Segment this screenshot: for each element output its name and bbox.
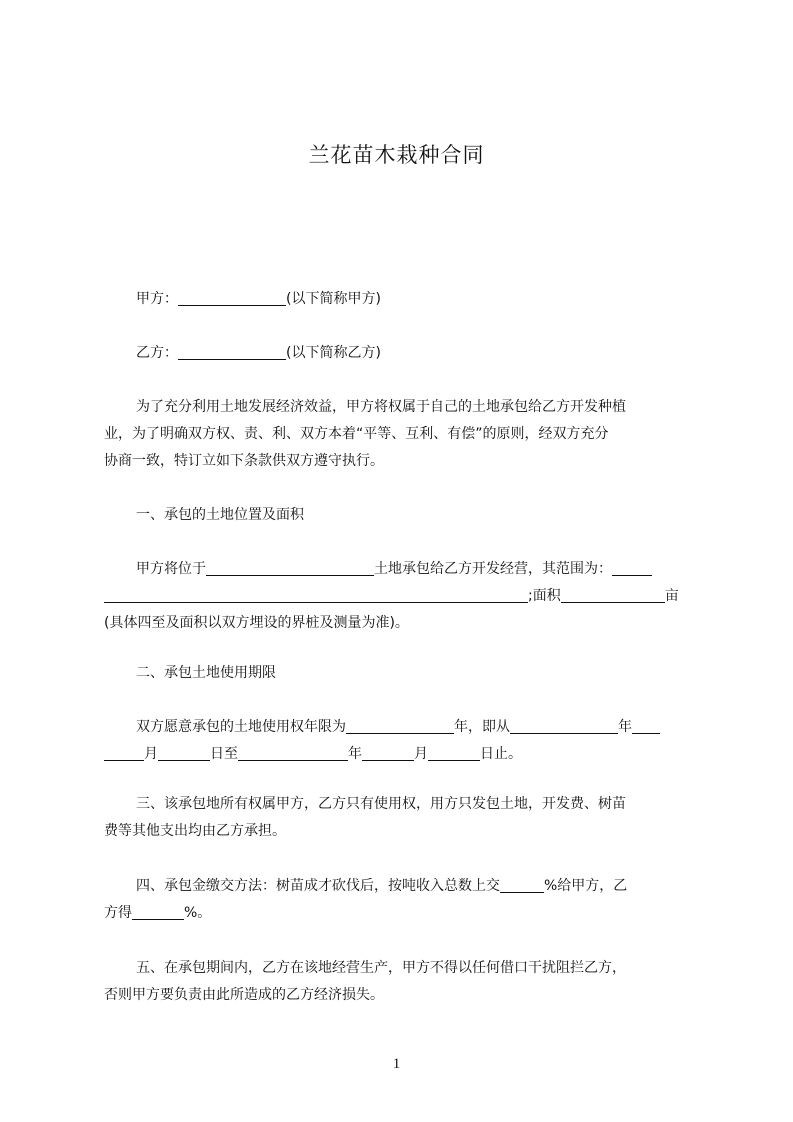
section-1-text-a: 甲方将位于	[136, 561, 206, 577]
section-2-text-g: 月	[414, 746, 428, 762]
section-1-note: (具体四至及面积以双方埋设的界桩及测量为准)。	[104, 615, 409, 631]
section-4-text-d: %。	[184, 905, 212, 921]
section-4-paragraph	[104, 873, 702, 927]
section-1-area-label: ;面积	[528, 588, 561, 604]
section-2-heading-block	[104, 660, 702, 687]
section-1-text-b: 土地承包给乙方开发经营，其范围为：	[374, 561, 612, 577]
section-5-paragraph	[104, 955, 702, 1009]
scope-blank-1	[612, 559, 652, 576]
section-5-line-1: 五、在承包期间内，乙方在该地经营生产，甲方不得以任何借口干扰阻拦乙方，	[136, 960, 626, 976]
section-3-line-1: 三、该承包地所有权属甲方，乙方只有使用权，用方只发包土地，开发费、树苗	[136, 796, 626, 812]
area-blank	[561, 586, 665, 603]
section-2-text-h: 日止。	[480, 746, 522, 762]
preamble-paragraph	[104, 394, 702, 475]
section-1-heading: 一、承包的土地位置及面积	[136, 507, 304, 523]
section-2-text-b: 年，即从	[454, 719, 510, 735]
section-2-text-e: 日至	[210, 746, 238, 762]
party-b-line	[104, 340, 702, 367]
start-month-blank-2	[104, 744, 144, 761]
party-a-suffix: (以下简称甲方)	[286, 291, 381, 307]
scope-blank-2	[104, 586, 528, 603]
start-day-blank	[158, 744, 210, 761]
party-b-label: 乙方：	[136, 345, 178, 361]
location-blank	[206, 559, 374, 576]
party-b-suffix: (以下简称乙方)	[286, 345, 381, 361]
section-1-heading-block	[104, 502, 702, 529]
end-year-blank	[238, 744, 348, 761]
section-3-line-2: 费等其他支出均由乙方承担。	[104, 823, 286, 839]
section-3-paragraph	[104, 791, 702, 845]
section-1-area-unit: 亩	[664, 588, 679, 604]
end-month-blank	[362, 744, 414, 761]
section-1-paragraph	[104, 556, 702, 637]
party-a-line	[104, 286, 702, 313]
page-number: 1	[392, 1056, 401, 1072]
section-4-text-a: 四、承包金缴交方法：树苗成才砍伐后，按吨收入总数上交	[136, 878, 500, 894]
section-4-text-c: 方得	[104, 905, 132, 921]
party-b-percent-blank	[132, 903, 184, 920]
section-5-line-2: 否则甲方要负责由此所造成的乙方经济损失。	[104, 987, 384, 1003]
preamble-line-1: 为了充分利用土地发展经济效益，甲方将权属于自己的土地承包给乙方开发种植	[136, 399, 626, 415]
section-2-text-c: 年	[618, 719, 632, 735]
section-2-paragraph	[104, 714, 702, 768]
section-2-heading: 二、承包土地使用期限	[136, 665, 276, 681]
preamble-line-2: 业，为了明确双方权、责、利、双方本着“平等、互利、有偿”的原则，经双方充分	[104, 426, 609, 442]
start-year-blank	[510, 717, 618, 734]
party-a-label: 甲方：	[136, 291, 178, 307]
start-month-blank-1	[632, 717, 660, 734]
end-day-blank	[428, 744, 480, 761]
party-b-blank	[178, 343, 286, 360]
section-2-text-d: 月	[144, 746, 158, 762]
section-2-text-f: 年	[348, 746, 362, 762]
payment-percent-blank	[500, 876, 544, 893]
document-title: 兰花苗木栽种合同	[308, 143, 485, 167]
section-2-text-a: 双方愿意承包的土地使用权年限为	[136, 719, 346, 735]
party-a-blank	[178, 289, 286, 306]
term-years-blank	[346, 717, 454, 734]
preamble-line-3: 协商一致，特订立如下条款供双方遵守执行。	[104, 453, 384, 469]
section-4-text-b: %给甲方，乙	[544, 878, 628, 894]
